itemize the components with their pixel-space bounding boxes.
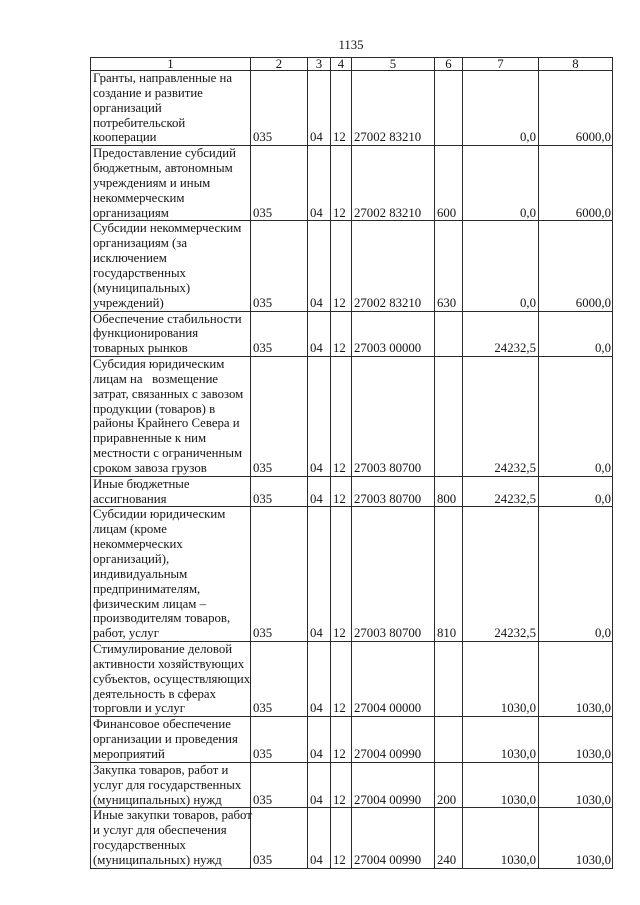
table-row bbox=[91, 642, 613, 717]
cell-col-8: 1030,0 bbox=[539, 717, 613, 763]
cell-col-7: 0,0 bbox=[463, 71, 539, 146]
cell-col-6: 240 bbox=[435, 808, 463, 868]
cell-col-5: 27003 80700 bbox=[352, 476, 435, 507]
header-cell-7: 7 bbox=[463, 58, 539, 71]
cell-col-5: 27003 00000 bbox=[352, 311, 435, 357]
header-cell-8: 8 bbox=[539, 58, 613, 71]
row-label: Иные бюджетные ассигнования bbox=[91, 476, 251, 507]
cell-col-6 bbox=[435, 642, 463, 717]
cell-col-3: 04 bbox=[308, 717, 331, 763]
page-number: 1135 bbox=[338, 38, 364, 52]
cell-col-3: 04 bbox=[308, 762, 331, 808]
cell-col-4: 12 bbox=[331, 71, 352, 146]
cell-col-2: 035 bbox=[251, 762, 308, 808]
cell-col-6: 630 bbox=[435, 221, 463, 311]
cell-col-6 bbox=[435, 71, 463, 146]
table-row bbox=[91, 762, 613, 808]
row-label: Иные закупки товаров, работ и услуг для обеспечения государственных (муниципальных) нужд bbox=[91, 808, 251, 868]
row-label: Закупка товаров, работ и услуг для государственных (муниципальных) нужд bbox=[91, 762, 251, 808]
cell-col-2: 035 bbox=[251, 71, 308, 146]
cell-col-6 bbox=[435, 717, 463, 763]
cell-col-7: 0,0 bbox=[463, 221, 539, 311]
cell-col-4: 12 bbox=[331, 476, 352, 507]
table-row bbox=[91, 146, 613, 221]
cell-col-5: 27004 00990 bbox=[352, 762, 435, 808]
row-label: Субсидии некоммерческим организациям (за исключением государственных (муниципальных) учреждений) bbox=[91, 221, 251, 311]
cell-col-7: 24232,5 bbox=[463, 357, 539, 477]
cell-col-8: 0,0 bbox=[539, 476, 613, 507]
cell-col-2: 035 bbox=[251, 808, 308, 868]
cell-col-5: 27003 80700 bbox=[352, 357, 435, 477]
cell-col-8: 6000,0 bbox=[539, 221, 613, 311]
table-row bbox=[91, 476, 613, 507]
cell-col-2: 035 bbox=[251, 311, 308, 357]
cell-col-4: 12 bbox=[331, 762, 352, 808]
cell-col-5: 27003 80700 bbox=[352, 507, 435, 642]
cell-col-3: 04 bbox=[308, 221, 331, 311]
cell-col-7: 24232,5 bbox=[463, 476, 539, 507]
header-cell-3: 3 bbox=[308, 58, 331, 71]
row-label: Гранты, направленные на создание и развитие организаций потребительской кооперации bbox=[91, 71, 251, 146]
table-row bbox=[91, 357, 613, 477]
cell-col-2: 035 bbox=[251, 507, 308, 642]
header-cell-2: 2 bbox=[251, 58, 308, 71]
cell-col-6 bbox=[435, 357, 463, 477]
cell-col-8: 0,0 bbox=[539, 357, 613, 477]
cell-col-4: 12 bbox=[331, 642, 352, 717]
cell-col-4: 12 bbox=[331, 311, 352, 357]
header-cell-1: 1 bbox=[91, 58, 251, 71]
cell-col-4: 12 bbox=[331, 221, 352, 311]
cell-col-3: 04 bbox=[308, 71, 331, 146]
cell-col-8: 0,0 bbox=[539, 507, 613, 642]
row-label: Обеспечение стабильности функционирования товарных рынков bbox=[91, 311, 251, 357]
row-label: Стимулирование деловой активности хозяйствующих субъектов, осуществляющих деятельность в сферах торговли и услуг bbox=[91, 642, 251, 717]
cell-col-4: 12 bbox=[331, 146, 352, 221]
cell-col-2: 035 bbox=[251, 476, 308, 507]
cell-col-2: 035 bbox=[251, 357, 308, 477]
cell-col-2: 035 bbox=[251, 717, 308, 763]
cell-col-4: 12 bbox=[331, 717, 352, 763]
cell-col-3: 04 bbox=[308, 476, 331, 507]
table-row bbox=[91, 808, 613, 868]
cell-col-6 bbox=[435, 311, 463, 357]
cell-col-3: 04 bbox=[308, 311, 331, 357]
row-label: Предоставление субсидий бюджетным, автономным учреждениям и иным некоммерческим организациям bbox=[91, 146, 251, 221]
table-row bbox=[91, 311, 613, 357]
cell-col-7: 1030,0 bbox=[463, 808, 539, 868]
cell-col-5: 27002 83210 bbox=[352, 146, 435, 221]
cell-col-5: 27004 00000 bbox=[352, 642, 435, 717]
row-label: Субсидии юридическим лицам (кроме некоммерческих организаций), индивидуальным предпринимателям, физическим лицам – производителям товаров, работ, услуг bbox=[91, 507, 251, 642]
table-row bbox=[91, 507, 613, 642]
cell-col-7: 0,0 bbox=[463, 146, 539, 221]
table-header-row bbox=[91, 58, 613, 71]
cell-col-4: 12 bbox=[331, 357, 352, 477]
cell-col-3: 04 bbox=[308, 357, 331, 477]
cell-col-8: 1030,0 bbox=[539, 808, 613, 868]
cell-col-6: 800 bbox=[435, 476, 463, 507]
cell-col-4: 12 bbox=[331, 507, 352, 642]
cell-col-7: 24232,5 bbox=[463, 507, 539, 642]
cell-col-3: 04 bbox=[308, 507, 331, 642]
cell-col-2: 035 bbox=[251, 146, 308, 221]
cell-col-7: 24232,5 bbox=[463, 311, 539, 357]
cell-col-2: 035 bbox=[251, 221, 308, 311]
cell-col-5: 27002 83210 bbox=[352, 71, 435, 146]
cell-col-8: 6000,0 bbox=[539, 146, 613, 221]
cell-col-3: 04 bbox=[308, 808, 331, 868]
table-body bbox=[91, 58, 613, 869]
cell-col-6: 600 bbox=[435, 146, 463, 221]
cell-col-5: 27004 00990 bbox=[352, 808, 435, 868]
row-label: Финансовое обеспечение организации и проведения мероприятий bbox=[91, 717, 251, 763]
cell-col-6: 200 bbox=[435, 762, 463, 808]
cell-col-8: 6000,0 bbox=[539, 71, 613, 146]
cell-col-4: 12 bbox=[331, 808, 352, 868]
cell-col-8: 1030,0 bbox=[539, 762, 613, 808]
row-label: Субсидия юридическим лицам на возмещение затрат, связанных с завозом продукции (товаров) в районы Крайнего Севера и приравненные к ним местности с ограниченным сроком завоза грузов bbox=[91, 357, 251, 477]
cell-col-7: 1030,0 bbox=[463, 642, 539, 717]
table-row bbox=[91, 221, 613, 311]
table-row bbox=[91, 717, 613, 763]
cell-col-5: 27004 00990 bbox=[352, 717, 435, 763]
cell-col-3: 04 bbox=[308, 642, 331, 717]
header-cell-5: 5 bbox=[352, 58, 435, 71]
cell-col-3: 04 bbox=[308, 146, 331, 221]
cell-col-6: 810 bbox=[435, 507, 463, 642]
cell-col-2: 035 bbox=[251, 642, 308, 717]
cell-col-8: 1030,0 bbox=[539, 642, 613, 717]
budget-table bbox=[90, 57, 613, 869]
cell-col-7: 1030,0 bbox=[463, 762, 539, 808]
table-row bbox=[91, 71, 613, 146]
cell-col-7: 1030,0 bbox=[463, 717, 539, 763]
cell-col-5: 27002 83210 bbox=[352, 221, 435, 311]
header-cell-6: 6 bbox=[435, 58, 463, 71]
cell-col-8: 0,0 bbox=[539, 311, 613, 357]
header-cell-4: 4 bbox=[331, 58, 352, 71]
